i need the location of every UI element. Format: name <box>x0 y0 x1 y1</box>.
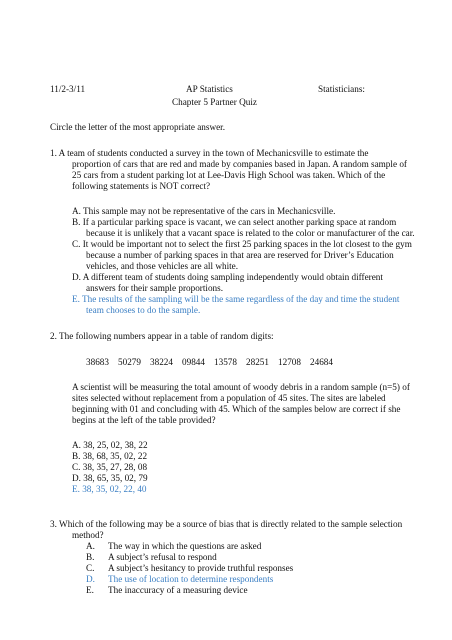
q2-body-line: sites selected without replacement from a population of 45 sites. The sites are labeled <box>72 393 386 403</box>
q1-option-c-cont: because a number of parking spaces in that area are reserved for Driver’s Education <box>86 250 394 260</box>
q2-body-line: beginning with 01 and concluding with 45. Which of the samples below are correct if she <box>72 404 401 414</box>
header-date: 11/2-3/11 <box>50 84 86 94</box>
random-digits-group: 28251 <box>246 357 269 367</box>
q3-option-a-letter[interactable]: A. <box>86 541 95 551</box>
q2-option-b[interactable]: B. 38, 68, 35, 02, 22 <box>72 451 148 461</box>
q3-option-d-letter[interactable]: D. <box>86 574 95 584</box>
q2-body-line: A scientist will be measuring the total amount of woody debris in a random sample (n=5) of <box>72 382 410 392</box>
q3-option-e[interactable]: The inaccuracy of a measuring device <box>108 585 248 595</box>
instructions: Circle the letter of the most appropriate answer. <box>50 122 226 132</box>
q3-option-c[interactable]: A subject’s hesitancy to provide truthful responses <box>108 563 294 573</box>
q1-stem-line: 25 cars from a student parking lot at Lee-Davis High School was taken. Which of the <box>72 170 386 180</box>
q3-option-b-letter[interactable]: B. <box>86 552 95 562</box>
q3-stem-line: method? <box>72 530 104 540</box>
header-course: AP Statistics <box>186 84 233 94</box>
random-digits-group: 50279 <box>118 357 141 367</box>
q3-option-a[interactable]: The way in which the questions are asked <box>108 541 262 551</box>
q2-stem: 2. The following numbers appear in a table of random digits: <box>50 331 274 341</box>
random-digits-group: 24684 <box>310 357 333 367</box>
q1-option-c-cont: vehicles, and those vehicles are all white. <box>86 261 239 271</box>
header-statisticians-label: Statisticians: <box>318 84 365 94</box>
q3-option-d-answer[interactable]: The use of location to determine respondents <box>108 574 274 584</box>
random-digits-group: 12708 <box>278 357 301 367</box>
q2-option-e-answer[interactable]: E. 38, 35, 02, 22, 40 <box>72 484 147 494</box>
q2-body-line: begins at the left of the table provided? <box>72 415 216 425</box>
q1-option-c[interactable]: C. It would be important not to select the first 25 parking spaces in the lot closest to the gym <box>72 239 412 249</box>
q3-option-b[interactable]: A subject’s refusal to respond <box>108 552 217 562</box>
q1-stem-line: following statements is NOT correct? <box>72 181 211 191</box>
quiz-subtitle: Chapter 5 Partner Quiz <box>172 97 257 107</box>
random-digits-group: 09844 <box>182 357 205 367</box>
q1-option-e-cont: team chooses to do the sample. <box>86 305 201 315</box>
random-digits-group: 38224 <box>150 357 173 367</box>
q1-option-d-cont: answers for their sample proportions. <box>86 283 224 293</box>
q1-option-a[interactable]: A. This sample may not be representative of the cars in Mechanicsville. <box>72 206 336 216</box>
q2-option-d[interactable]: D. 38, 65, 35, 02, 79 <box>72 473 148 483</box>
q1-option-b[interactable]: B. If a particular parking space is vacant, we can select another parking space at random <box>72 217 397 227</box>
random-digits-group: 13578 <box>214 357 237 367</box>
q1-option-b-cont: because it is unlikely that a vacant space is related to the color or manufacturer of the car. <box>86 228 415 238</box>
q3-stem-line: 3. Which of the following may be a source of bias that is directly related to the sample selection <box>50 519 403 529</box>
q1-stem-line: proportion of cars that are red and made by companies based in Japan. A random sample of <box>72 159 407 169</box>
q1-option-d[interactable]: D. A different team of students doing sampling independently would obtain different <box>72 272 383 282</box>
q1-option-e-answer[interactable]: E. The results of the sampling will be the same regardless of the day and time the student <box>72 294 400 304</box>
q2-option-c[interactable]: C. 38, 35, 27, 28, 08 <box>72 462 148 472</box>
q1-stem-line: 1. A team of students conducted a survey in the town of Mechanicsville to estimate the <box>50 148 369 158</box>
q3-option-c-letter[interactable]: C. <box>86 563 95 573</box>
random-digits-group: 38683 <box>86 357 109 367</box>
q2-option-a[interactable]: A. 38, 25, 02, 38, 22 <box>72 440 148 450</box>
q3-option-e-letter[interactable]: E. <box>86 585 94 595</box>
